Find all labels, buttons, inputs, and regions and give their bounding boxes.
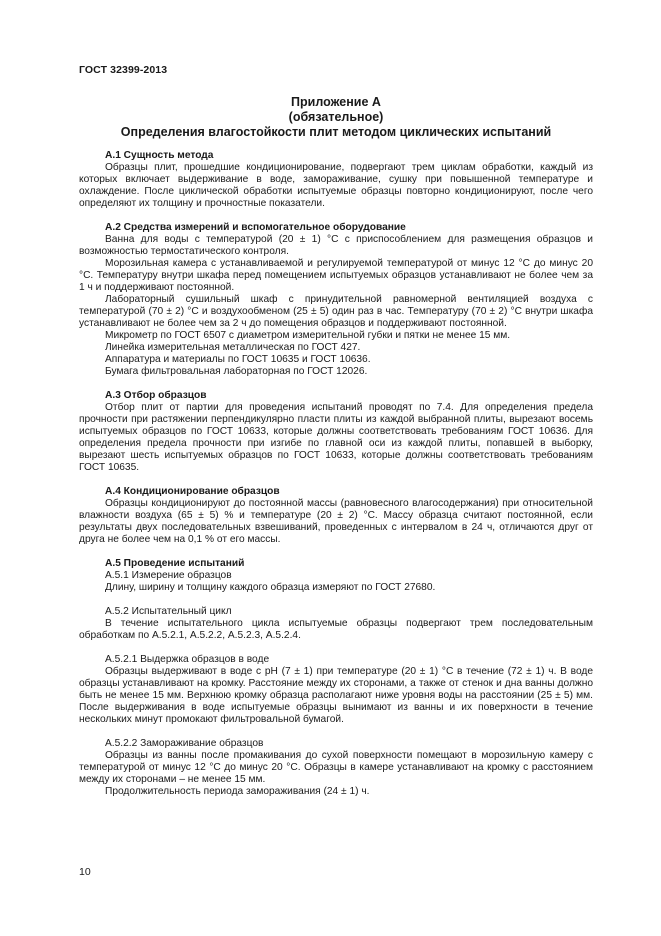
paragraph: В течение испытательного цикла испытуемые образцы подвергают трем последовательным обработкам по А.5.2.1, А.5.2.2, А.5.2.3, А.5.2.4. — [79, 618, 593, 641]
subsection-heading-a5-1: А.5.1 Измерение образцов — [105, 570, 232, 581]
paragraph: Линейка измерительная металлическая по ГОСТ 427. — [105, 342, 361, 353]
paragraph: Образцы кондиционируют до постоянной массы (равновесного влагосодержания) при относительной влажности воздуха (65 ± 5) % и температуре (20 ± 2) °С. Массу образца считают постоянной, если результаты двух последовательных взвешиваний, проведенных с интервалом в 24 ч, отличаются друг от друга не более чем на 0,1 % от его массы. — [79, 498, 593, 545]
page-number: 10 — [79, 866, 91, 878]
paragraph: Бумага фильтровальная лабораторная по ГОСТ 12026. — [105, 366, 368, 377]
paragraph: Образцы из ванны после промакивания до сухой поверхности помещают в морозильную камеру с температурой от минус 12 °С до минус 20 °С. Образцы в камере устанавливают на кромку с расстоянием между их сторонами – не менее 15 мм. — [79, 750, 593, 785]
paragraph: Лабораторный сушильный шкаф с принудительной равномерной вентиляцией воздуха с температурой (70 ± 2) °С и воздухообменом (25 ± 5) один раз в час. Температуру (70 ± 2) °С внутри шкафа устанавливают не более чем за 2 ч до помещения образцов и поддерживают постоянной. — [79, 294, 593, 329]
appendix-status: (обязательное) — [288, 110, 384, 124]
paragraph: Морозильная камера с устанавливаемой и регулируемой температурой от минус 12 °С до минус 20 °С. Температуру внутри шкафа перед помещением испытуемых образцов устанавливают не более чем за 1 ч и поддерживают постоянной. — [79, 258, 593, 293]
appendix-title-block — [79, 95, 593, 140]
document-header: ГОСТ 32399-2013 — [79, 64, 168, 76]
section-heading-a4: А.4 Кондиционирование образцов — [105, 486, 280, 497]
section-heading-a3: А.3 Отбор образцов — [105, 390, 207, 401]
paragraph: Аппаратура и материалы по ГОСТ 10635 и ГОСТ 10636. — [105, 354, 371, 365]
section-heading-a1: А.1 Сущность метода — [105, 150, 214, 161]
paragraph: Образцы плит, прошедшие кондиционирование, подвергают трем циклам обработки, каждый из которых включает выдерживание в воде, замораживание, сушку при повышенной температуре и охлаждение. После циклической обработки испытуемые образцы повторно кондиционируют, после чего определяют их толщину и прочностные показатели. — [79, 162, 593, 209]
paragraph: Образцы выдерживают в воде с рН (7 ± 1) при температуре (20 ± 1) °С в течение (72 ± 1) ч. В воде образцы устанавливают на кромку. Расстояние между их сторонами, а также от стенок и дна ванны должно быть не менее 15 мм. Верхнюю кромку образца располагают ниже уровня воды на расстоянии (25 ± 5) мм. После выдерживания в воде испытуемые образцы вынимают из ванны и их поверхности в течение нескольких минут промокают фильтровальной бумагой. — [79, 666, 593, 725]
paragraph: Отбор плит от партии для проведения испытаний проводят по 7.4. Для определения предела прочности при растяжении перпендикулярно пласти плиты из каждой выбранной плиты, вырезают восемь испытуемых образцов по ГОСТ 10633, которые должны соответствовать требованиям ГОСТ 10636. Для определения предела прочности при изгибе по главной оси из каждой плиты, попавшей в выборку, вырезают шесть испытуемых образцов по ГОСТ 10633, которые должны соответствовать требованиям ГОСТ 10635. — [79, 402, 593, 473]
section-heading-a2: А.2 Средства измерений и вспомогательное оборудование — [105, 222, 406, 233]
subsection-heading-a5-2-1: А.5.2.1 Выдержка образцов в воде — [105, 654, 270, 665]
paragraph: Длину, ширину и толщину каждого образца измеряют по ГОСТ 27680. — [105, 582, 436, 593]
subsection-heading-a5-2-2: А.5.2.2 Замораживание образцов — [105, 738, 264, 749]
paragraph: Продолжительность периода замораживания (24 ± 1) ч. — [105, 786, 370, 797]
appendix-title: Приложение А — [291, 95, 381, 109]
paragraph: Микрометр по ГОСТ 6507 с диаметром измерительной губки и пятки не менее 15 мм. — [105, 330, 511, 341]
paragraph: Ванна для воды с температурой (20 ± 1) °С с приспособлением для размещения образцов и возможностью термостатического контроля. — [79, 234, 593, 257]
document-body — [79, 150, 593, 798]
subsection-heading-a5-2: А.5.2 Испытательный цикл — [105, 606, 232, 617]
appendix-heading: Определения влагостойкости плит методом циклических испытаний — [120, 125, 552, 139]
section-heading-a5: А.5 Проведение испытаний — [105, 558, 245, 569]
